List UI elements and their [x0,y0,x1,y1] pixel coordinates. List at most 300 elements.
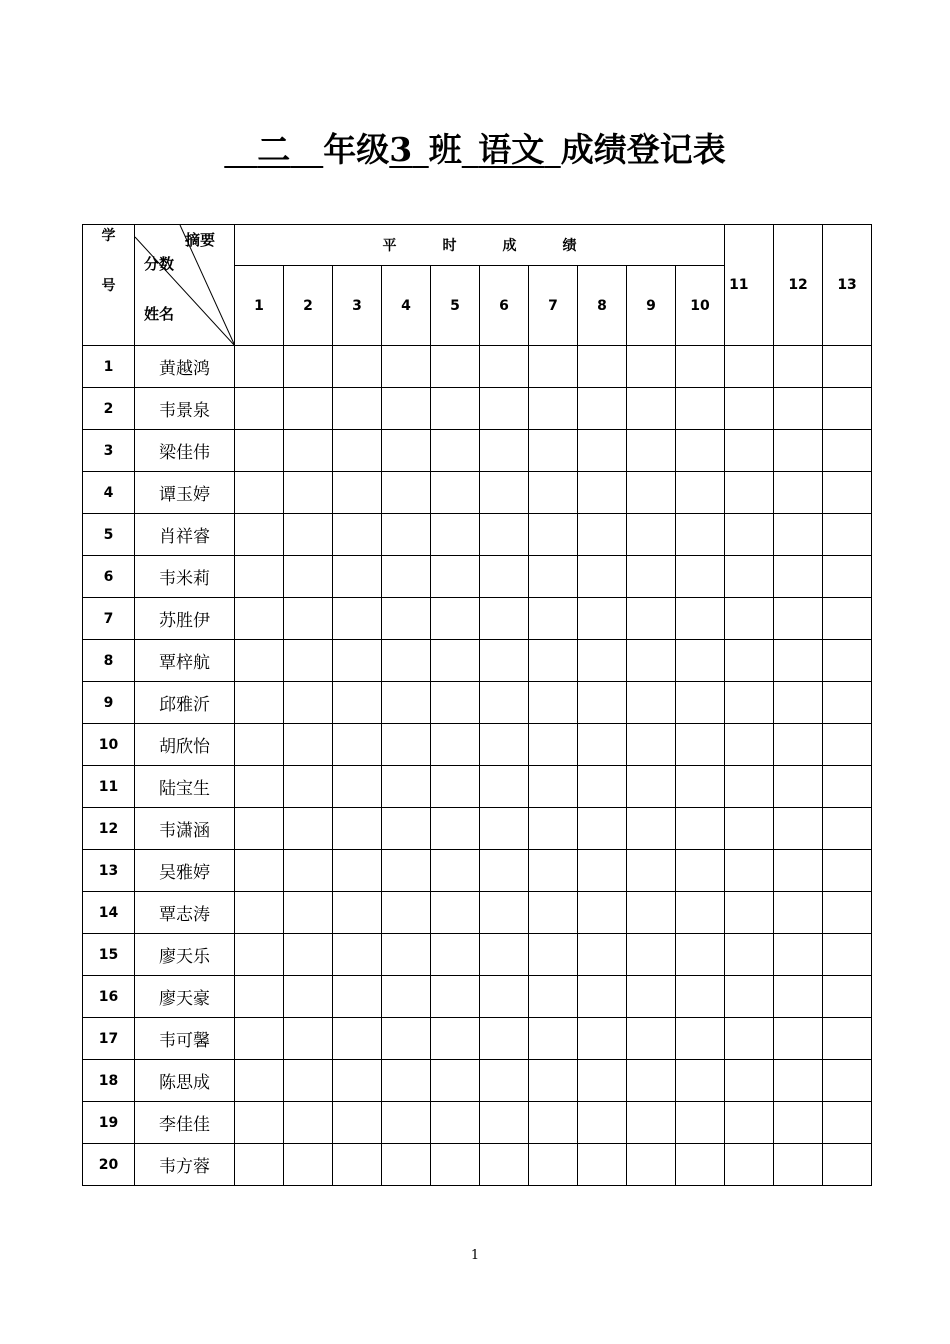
score-cell[interactable] [578,1018,627,1060]
score-cell[interactable] [382,640,431,682]
score-cell[interactable] [774,1060,823,1102]
score-cell[interactable] [627,850,676,892]
student-id: 17 [83,1018,135,1060]
score-cell[interactable] [676,514,725,556]
score-cell[interactable] [235,514,284,556]
score-cell[interactable] [823,934,872,976]
score-cell[interactable] [725,850,774,892]
score-cell[interactable] [431,1144,480,1186]
table-row [83,766,872,808]
score-cell[interactable] [235,724,284,766]
table-row [83,934,872,976]
score-cell[interactable] [725,682,774,724]
score-cell[interactable] [333,430,382,472]
score-cell[interactable] [480,766,529,808]
score-cell[interactable] [725,1102,774,1144]
score-cell[interactable] [235,598,284,640]
score-cell[interactable] [823,514,872,556]
score-cell[interactable] [676,472,725,514]
score-cell[interactable] [333,1144,382,1186]
student-name: 廖天乐 [135,934,235,976]
score-cell[interactable] [284,682,333,724]
score-cell[interactable] [676,1144,725,1186]
score-cell[interactable] [333,640,382,682]
score-cell[interactable] [823,724,872,766]
score-cell[interactable] [627,892,676,934]
table-row [83,598,872,640]
score-cell[interactable] [529,640,578,682]
score-cell[interactable] [774,724,823,766]
score-cell[interactable] [725,388,774,430]
score-cell[interactable] [529,724,578,766]
score-cell[interactable] [529,388,578,430]
score-cell[interactable] [529,1144,578,1186]
score-cell[interactable] [529,892,578,934]
score-cell[interactable] [725,892,774,934]
score-cell[interactable] [774,1144,823,1186]
score-cell[interactable] [333,556,382,598]
score-cell[interactable] [823,1060,872,1102]
score-cell[interactable] [333,598,382,640]
score-cell[interactable] [235,892,284,934]
score-cell[interactable] [480,388,529,430]
score-cell[interactable] [382,682,431,724]
score-cell[interactable] [382,724,431,766]
score-cell[interactable] [382,976,431,1018]
student-name: 谭玉婷 [135,472,235,514]
score-cell[interactable] [774,934,823,976]
score-cell[interactable] [529,1060,578,1102]
table-row [83,724,872,766]
score-cell[interactable] [725,640,774,682]
score-cell[interactable] [529,1018,578,1060]
score-cell[interactable] [725,808,774,850]
score-cell[interactable] [431,892,480,934]
score-cell[interactable] [774,388,823,430]
score-cell[interactable] [235,934,284,976]
score-cell[interactable] [676,640,725,682]
score-cell[interactable] [284,766,333,808]
score-cell[interactable] [578,640,627,682]
score-cell[interactable] [382,1144,431,1186]
score-cell[interactable] [529,976,578,1018]
score-cell[interactable] [676,1102,725,1144]
score-cell[interactable] [480,598,529,640]
title-class-suffix: 班 [428,130,462,169]
score-cell[interactable] [676,808,725,850]
score-cell[interactable] [823,640,872,682]
score-cell[interactable] [431,472,480,514]
score-cell[interactable] [627,472,676,514]
column-5-header: 5 [431,266,480,346]
score-cell[interactable] [333,472,382,514]
student-id: 4 [83,472,135,514]
score-cell[interactable] [529,598,578,640]
score-cell[interactable] [333,808,382,850]
score-cell[interactable] [627,808,676,850]
score-cell[interactable] [284,976,333,1018]
score-cell[interactable] [235,472,284,514]
score-cell[interactable] [676,346,725,388]
score-cell[interactable] [823,388,872,430]
score-cell[interactable] [382,556,431,598]
score-cell[interactable] [823,766,872,808]
score-cell[interactable] [333,724,382,766]
score-cell[interactable] [676,934,725,976]
score-cell[interactable] [284,934,333,976]
score-cell[interactable] [235,1018,284,1060]
score-cell[interactable] [578,892,627,934]
score-cell[interactable] [529,472,578,514]
score-cell[interactable] [774,808,823,850]
score-cell[interactable] [774,682,823,724]
student-id: 19 [83,1102,135,1144]
score-cell[interactable] [333,1018,382,1060]
score-cell[interactable] [774,892,823,934]
score-cell[interactable] [235,430,284,472]
score-cell[interactable] [382,346,431,388]
score-cell[interactable] [774,430,823,472]
score-cell[interactable] [382,430,431,472]
score-cell[interactable] [382,1018,431,1060]
score-cell[interactable] [774,514,823,556]
score-cell[interactable] [235,556,284,598]
score-cell[interactable] [480,976,529,1018]
score-cell[interactable] [676,1060,725,1102]
score-cell[interactable] [431,934,480,976]
score-cell[interactable] [284,346,333,388]
score-cell[interactable] [627,388,676,430]
score-cell[interactable] [235,682,284,724]
score-cell[interactable] [676,682,725,724]
page-number: 1 [470,1248,480,1263]
score-cell[interactable] [235,1060,284,1102]
score-cell[interactable] [725,976,774,1018]
table-row [83,1018,872,1060]
score-cell[interactable] [578,850,627,892]
score-cell[interactable] [382,808,431,850]
score-cell[interactable] [480,1144,529,1186]
score-cell[interactable] [578,808,627,850]
score-cell[interactable] [823,976,872,1018]
score-cell[interactable] [333,514,382,556]
score-cell[interactable] [627,514,676,556]
score-cell[interactable] [431,682,480,724]
score-cell[interactable] [676,724,725,766]
score-cell[interactable] [431,514,480,556]
score-cell[interactable] [774,556,823,598]
score-cell[interactable] [578,976,627,1018]
score-cell[interactable] [578,430,627,472]
score-cell[interactable] [382,1102,431,1144]
score-cell[interactable] [627,346,676,388]
score-cell[interactable] [333,346,382,388]
score-cell[interactable] [284,388,333,430]
score-cell[interactable] [480,682,529,724]
score-cell[interactable] [235,640,284,682]
score-cell[interactable] [480,346,529,388]
score-cell[interactable] [725,1018,774,1060]
score-cell[interactable] [823,1018,872,1060]
score-cell[interactable] [725,724,774,766]
score-cell[interactable] [725,430,774,472]
table-row [83,388,872,430]
score-cell[interactable] [480,808,529,850]
score-cell[interactable] [382,934,431,976]
score-cell[interactable] [480,724,529,766]
score-cell[interactable] [480,934,529,976]
score-cell[interactable] [284,556,333,598]
score-cell[interactable] [382,388,431,430]
student-id: 6 [83,556,135,598]
score-cell[interactable] [823,556,872,598]
score-cell[interactable] [235,388,284,430]
score-cell[interactable] [627,1060,676,1102]
score-cell[interactable] [431,766,480,808]
page-title [0,128,950,172]
score-cell[interactable] [529,934,578,976]
score-cell[interactable] [431,640,480,682]
score-cell[interactable] [823,472,872,514]
score-cell[interactable] [578,766,627,808]
score-cell[interactable] [578,724,627,766]
score-cell[interactable] [578,472,627,514]
score-cell[interactable] [676,892,725,934]
score-cell[interactable] [676,556,725,598]
score-cell[interactable] [627,1018,676,1060]
score-cell[interactable] [529,682,578,724]
score-cell[interactable] [578,1102,627,1144]
score-cell[interactable] [284,850,333,892]
score-cell[interactable] [382,850,431,892]
score-cell[interactable] [480,556,529,598]
score-cell[interactable] [823,1144,872,1186]
score-cell[interactable] [627,1102,676,1144]
title-subject: 语文 [478,130,545,169]
score-cell[interactable] [823,598,872,640]
score-cell[interactable] [676,388,725,430]
score-cell[interactable] [725,1060,774,1102]
title-grade: 二 [257,130,291,169]
score-cell[interactable] [431,1060,480,1102]
score-cell[interactable] [480,514,529,556]
score-cell[interactable] [774,976,823,1018]
score-cell[interactable] [431,556,480,598]
title-grade-suffix: 年级 [323,130,390,169]
score-cell[interactable] [333,1060,382,1102]
score-cell[interactable] [578,556,627,598]
score-cell[interactable] [676,850,725,892]
column-9-header: 9 [627,266,676,346]
score-cell[interactable] [235,1102,284,1144]
student-id: 10 [83,724,135,766]
score-cell[interactable] [284,472,333,514]
student-id: 9 [83,682,135,724]
score-cell[interactable] [774,1018,823,1060]
score-cell[interactable] [333,934,382,976]
score-cell[interactable] [627,598,676,640]
score-cell[interactable] [431,388,480,430]
score-cell[interactable] [333,682,382,724]
score-cell[interactable] [431,976,480,1018]
score-cell[interactable] [725,514,774,556]
score-cell[interactable] [284,430,333,472]
score-cell[interactable] [578,598,627,640]
score-cell[interactable] [382,766,431,808]
score-cell[interactable] [823,1102,872,1144]
score-cell[interactable] [235,850,284,892]
score-cell[interactable] [284,892,333,934]
score-cell[interactable] [382,598,431,640]
score-cell[interactable] [284,724,333,766]
score-cell[interactable] [382,514,431,556]
score-cell[interactable] [774,766,823,808]
score-cell[interactable] [529,556,578,598]
score-cell[interactable] [725,556,774,598]
score-cell[interactable] [676,430,725,472]
score-cell[interactable] [578,1144,627,1186]
column-13-header: 13 [823,225,872,346]
score-cell[interactable] [725,1144,774,1186]
score-cell[interactable] [235,1144,284,1186]
score-cell[interactable] [774,346,823,388]
score-cell[interactable] [333,766,382,808]
score-cell[interactable] [725,598,774,640]
score-cell[interactable] [529,850,578,892]
student-id: 12 [83,808,135,850]
score-cell[interactable] [431,850,480,892]
score-cell[interactable] [725,346,774,388]
score-cell[interactable] [382,892,431,934]
score-cell[interactable] [529,346,578,388]
score-cell[interactable] [823,892,872,934]
score-cell[interactable] [480,472,529,514]
score-cell[interactable] [480,1018,529,1060]
score-cell[interactable] [529,808,578,850]
score-cell[interactable] [480,1060,529,1102]
table-row [83,808,872,850]
student-id: 20 [83,1144,135,1186]
student-name: 覃志涛 [135,892,235,934]
score-cell[interactable] [284,1018,333,1060]
score-cell[interactable] [627,976,676,1018]
score-cell[interactable] [529,1102,578,1144]
score-cell[interactable] [333,1102,382,1144]
score-cell[interactable] [578,1060,627,1102]
score-cell[interactable] [823,808,872,850]
score-cell[interactable] [284,640,333,682]
student-name: 陆宝生 [135,766,235,808]
student-name: 肖祥睿 [135,514,235,556]
score-cell[interactable] [431,808,480,850]
score-cell[interactable] [431,598,480,640]
score-cell[interactable] [627,556,676,598]
score-cell[interactable] [382,1060,431,1102]
score-cell[interactable] [627,766,676,808]
score-cell[interactable] [431,1102,480,1144]
score-cell[interactable] [333,976,382,1018]
score-cell[interactable] [333,892,382,934]
score-cell[interactable] [578,934,627,976]
title-tail: 成绩登记表 [560,130,726,169]
table-row [83,556,872,598]
score-cell[interactable] [284,1060,333,1102]
score-cell[interactable] [823,430,872,472]
score-cell[interactable] [431,1018,480,1060]
title-class-no: 3 [389,130,413,169]
score-cell[interactable] [333,850,382,892]
score-cell[interactable] [382,472,431,514]
score-cell[interactable] [774,1102,823,1144]
score-cell[interactable] [235,976,284,1018]
column-8-header: 8 [578,266,627,346]
score-cell[interactable] [284,514,333,556]
student-id-header: 学 号 [83,225,135,346]
score-cell[interactable] [480,850,529,892]
score-cell[interactable] [235,766,284,808]
score-cell[interactable] [578,388,627,430]
score-cell[interactable] [529,514,578,556]
score-cell[interactable] [725,766,774,808]
score-cell[interactable] [235,346,284,388]
score-cell[interactable] [627,1144,676,1186]
score-cell[interactable] [627,430,676,472]
score-cell[interactable] [774,472,823,514]
regular-scores-header: 平 时 成 绩 [235,225,725,266]
table-row [83,514,872,556]
score-cell[interactable] [725,472,774,514]
score-cell[interactable] [627,640,676,682]
score-cell[interactable] [529,766,578,808]
score-cell[interactable] [480,1102,529,1144]
score-cell[interactable] [774,598,823,640]
score-cell[interactable] [431,430,480,472]
score-cell[interactable] [676,1018,725,1060]
score-cell[interactable] [774,850,823,892]
score-cell[interactable] [431,724,480,766]
score-cell[interactable] [627,682,676,724]
score-cell[interactable] [823,682,872,724]
summary-label: 摘要 [185,231,216,249]
score-cell[interactable] [627,934,676,976]
score-cell[interactable] [529,430,578,472]
score-cell[interactable] [823,346,872,388]
score-cell[interactable] [284,1144,333,1186]
score-cell[interactable] [480,892,529,934]
score-cell[interactable] [284,808,333,850]
score-cell[interactable] [676,976,725,1018]
score-cell[interactable] [774,640,823,682]
score-cell[interactable] [480,640,529,682]
student-name: 陈思成 [135,1060,235,1102]
score-cell[interactable] [333,388,382,430]
score-cell[interactable] [725,934,774,976]
table-row [83,682,872,724]
score-cell[interactable] [823,850,872,892]
score-cell[interactable] [578,682,627,724]
score-cell[interactable] [627,724,676,766]
score-cell[interactable] [284,1102,333,1144]
score-cell[interactable] [676,598,725,640]
score-cell[interactable] [578,514,627,556]
score-cell[interactable] [235,808,284,850]
score-cell[interactable] [284,598,333,640]
score-cell[interactable] [480,430,529,472]
score-cell[interactable] [676,766,725,808]
grade-register-table [82,224,872,1186]
score-cell[interactable] [431,346,480,388]
score-cell[interactable] [578,346,627,388]
